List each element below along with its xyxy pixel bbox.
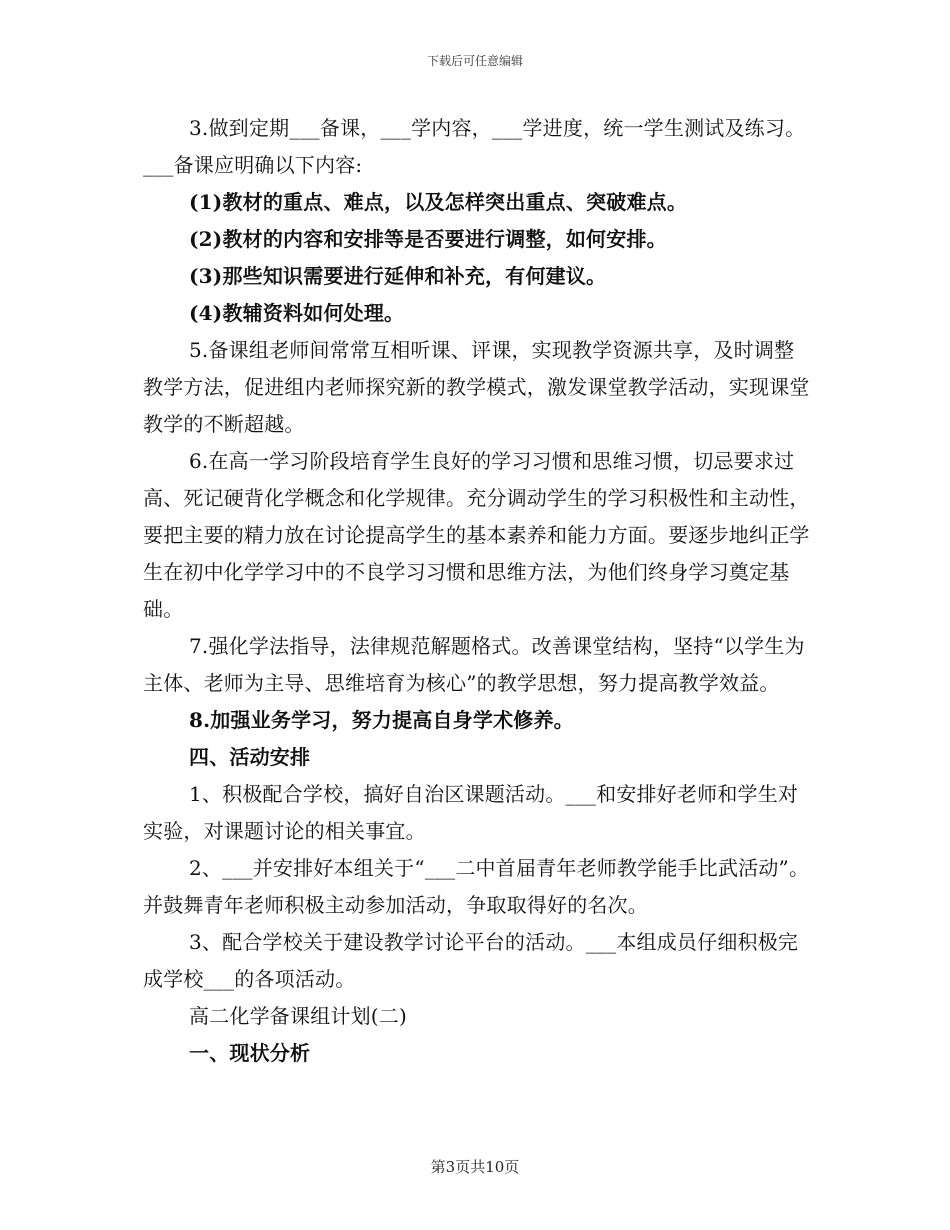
paragraph-activity-1: 1、积极配合学校，搞好自治区课题活动。___和安排好老师和学生对实验，对课题讨论的相关事宜。	[143, 782, 799, 843]
paragraph-item-6: 6.在高一学习阶段培育学生良好的学习习惯和思维习惯，切忌要求过高、死记硬背化学概念和化学规律。充分调动学生的学习积极性和主动性，要把主要的精力放在讨论提高学生的基本素养和能力方面。要逐步地纠正学生在初中化学学习中的不良学习习惯和思维方法，为他们终身学习奠定基础。	[143, 449, 810, 621]
paragraph-point-4: (4)教辅资料如何处理。	[189, 301, 405, 325]
paragraph-activity-3: 3、配合学校关于建设教学讨论平台的活动。___本组成员仔细积极完成学校___的各项活动。	[143, 930, 799, 991]
section-heading-status: 一、现状分析	[189, 1041, 311, 1065]
section-heading-activities: 四、活动安排	[189, 745, 311, 769]
paragraph-activity-2: 2、___并安排好本组关于“___二中首届青年老师教学能手比武活动”。并鼓舞青年老师积极主动参加活动，争取取得好的名次。	[143, 856, 810, 917]
page-header: 下载后可任意编辑	[426, 54, 523, 68]
plan-title: 高二化学备课组计划(二)	[189, 1004, 408, 1028]
paragraph-item-3: 3.做到定期___备课，___学内容，___学进度，统一学生测试及练习。___备课应明确以下内容:	[143, 116, 806, 177]
document-body	[143, 110, 813, 1072]
paragraph-point-1: (1)教材的重点、难点，以及怎样突出重点、突破难点。	[189, 190, 688, 214]
paragraph-point-3: (3)那些知识需要进行延伸和补充，有何建议。	[189, 264, 607, 288]
paragraph-item-5: 5.备课组老师间常常互相听课、评课，实现教学资源共享，及时调整教学方法，促进组内老师探究新的教学模式，激发课堂教学活动，实现课堂教学的不断超越。	[143, 338, 810, 436]
paragraph-point-2: (2)教材的内容和安排等是否要进行调整，如何安排。	[189, 227, 667, 251]
page-footer: 第3页共10页	[430, 1158, 520, 1176]
paragraph-item-8: 8.加强业务学习，努力提高自身学术修养。	[189, 708, 574, 732]
paragraph-item-7: 7.强化学法指导，法律规范解题格式。改善课堂结构，坚持“以学生为主体、老师为主导、思维培育为核心”的教学思想，努力提高教学效益。	[143, 634, 805, 695]
